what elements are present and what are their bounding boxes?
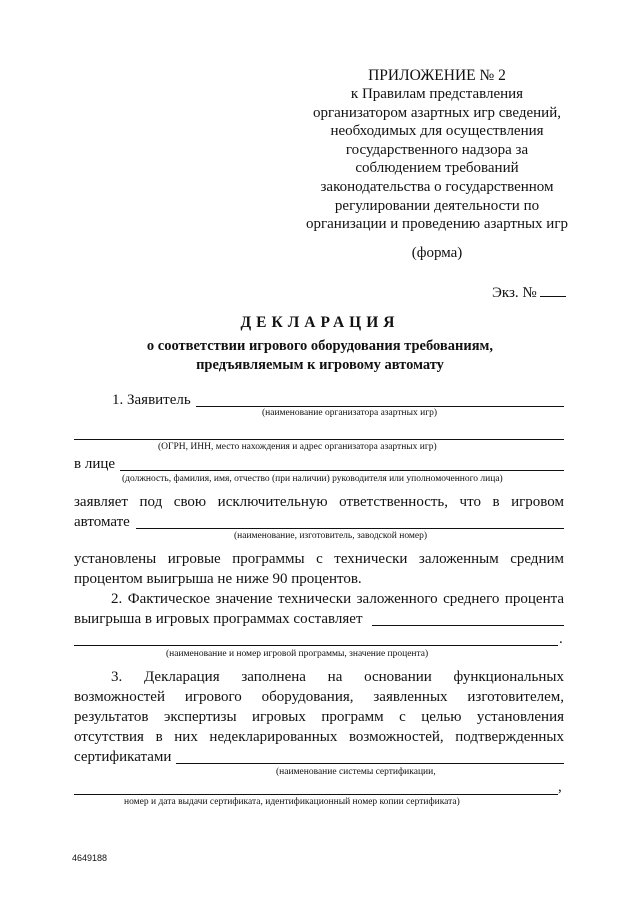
copy-number-field[interactable]: [540, 284, 566, 297]
programs-line: процентом выигрыша не ниже 90 процентов.: [74, 571, 362, 587]
appendix-header: [282, 66, 592, 234]
applicant-caption: (наименование организатора азартных игр): [262, 408, 438, 418]
appendix-line: необходимых для осуществления: [330, 123, 544, 140]
appendix-line: организатором азартных игр сведений,: [313, 104, 561, 121]
section3-line: 3. Декларация заполнена на основании функциональных: [111, 669, 564, 685]
appendix-line: соблюдением требований: [355, 160, 519, 177]
appendix-title: ПРИЛОЖЕНИЕ № 2: [368, 67, 506, 84]
address-caption: (ОГРН, ИНН, место нахождения и адрес организатора азартных игр): [158, 442, 437, 452]
section3-end-mark: ,: [558, 779, 562, 795]
declaration-subtitle: о соответствии игрового оборудования требованиям,: [146, 338, 494, 354]
machine-caption: (наименование, изготовитель, заводской номер): [234, 531, 428, 541]
declares-line: заявляет под свою исключительную ответственность, что в игровом: [74, 494, 564, 510]
section3-line: результатов экспертизы игровых программ с целью установления: [74, 709, 564, 725]
section2-line: выигрыша в игровых программах составляет: [74, 611, 363, 627]
person-caption: (должность, фамилия, имя, отчество (при наличии) руководителя или уполномоченного лица): [122, 474, 503, 484]
document-code: 4649188: [72, 853, 108, 863]
person-label: в лице: [74, 456, 116, 472]
section2-line: 2. Фактическое значение технически заложенного среднего процента: [111, 591, 564, 607]
cert-caption-2: номер и дата выдачи сертификата, идентификационный номер копии сертификата): [124, 797, 460, 807]
appendix-line: организации и проведению азартных игр: [306, 216, 568, 233]
declaration-subtitle: предъявляемым к игровому автомату: [196, 357, 444, 373]
cert-caption: (наименование системы сертификации,: [276, 767, 436, 777]
machine-label: автомате: [74, 514, 130, 530]
person-field[interactable]: [120, 470, 564, 471]
cert-system-field[interactable]: [176, 763, 564, 764]
form-label: (форма): [411, 245, 463, 261]
section2-caption: (наименование и номер игровой программы, значение процента): [166, 649, 429, 659]
appendix-line: к Правилам представления: [350, 86, 524, 102]
declaration-title: ДЕКЛАРАЦИЯ: [240, 314, 400, 331]
copy-number: [492, 284, 566, 302]
machine-field[interactable]: [136, 528, 564, 529]
program-field[interactable]: [74, 645, 558, 646]
copy-number-label: Экз. №: [492, 285, 537, 301]
percent-field[interactable]: [372, 625, 564, 626]
applicant-label: 1. Заявитель: [112, 392, 191, 408]
programs-line: установлены игровые программы с технически заложенным средним: [74, 551, 564, 567]
address-field[interactable]: [74, 439, 564, 440]
cert-number-field[interactable]: [74, 794, 558, 795]
section3-line: возможностей игрового оборудования, заявленных изготовителем,: [74, 689, 564, 705]
appendix-line: законодательства о государственном: [320, 178, 554, 195]
appendix-line: регулировании деятельности по: [334, 197, 540, 214]
appendix-line: государственного надзора за: [345, 141, 529, 158]
section2-end-mark: .: [559, 631, 563, 647]
section3-line: отсутствия в них недекларированных возможностей, подтвержденных: [74, 729, 564, 745]
applicant-field[interactable]: [196, 406, 564, 407]
cert-label: сертификатами: [74, 749, 172, 765]
